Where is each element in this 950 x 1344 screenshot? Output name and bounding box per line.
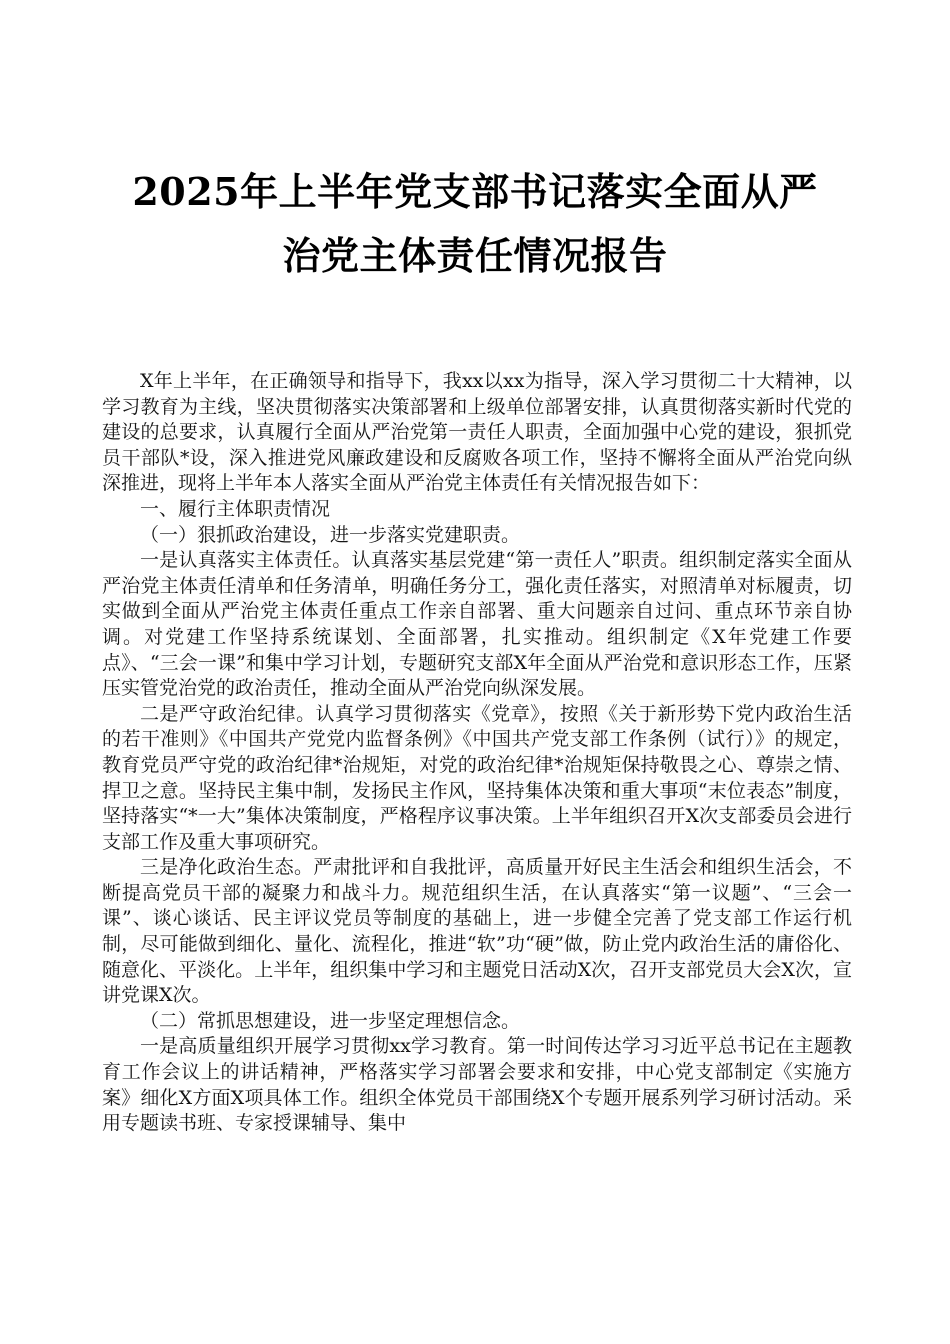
- document-title: [100, 160, 850, 288]
- paragraph-1-1: 一是认真落实主体责任。认真落实基层党建“第一责任人”职责。组织制定落实全面从严治党主体责任清单和任务清单，明确任务分工，强化责任落实，对照清单对标履责，切实做到全面从严治党主体责任重点工作亲自部署、重大问题亲自过问、重点环节亲自协调。对党建工作坚持系统谋划、全面部署，扎实推动。组织制定《X年党建工作要点》、“三会一课”和集中学习计划，专题研究支部X年全面从严治党和意识形态工作，压紧压实管党治党的政治责任，推动全面从严治党向纵深发展。: [102, 549, 852, 700]
- title-line-2: 治党主体责任情况报告: [282, 233, 668, 278]
- paragraph-2-1: 一是高质量组织开展学习贯彻xx学习教育。第一时间传达学习习近平总书记在主题教育工作会议上的讲话精神，严格落实学习部署会要求和安排，中心党支部制定《实施方案》细化X方面X项具体工作。组织全体党员干部围绕X个专题开展系列学习研讨活动。采用专题读书班、专家授课辅导、集中: [102, 1035, 852, 1135]
- paragraph-1-3: 三是净化政治生态。严肃批评和自我批评，高质量开好民主生活会和组织生活会，不断提高党员干部的凝聚力和战斗力。规范组织生活，在认真落实“第一议题”、“三会一课”、谈心谈话、民主评议党员等制度的基础上，进一步健全完善了党支部工作运行机制，尽可能做到细化、量化、流程化，推进“软”功“硬”做，防止党内政治生活的庸俗化、随意化、平淡化。上半年，组织集中学习和主题党日活动X次，召开支部党员大会X次，宣讲党课X次。: [102, 856, 852, 1007]
- subsection-heading-2: （二）常抓思想建设，进一步坚定理想信念。: [140, 1009, 521, 1032]
- document-body: [102, 369, 852, 1137]
- paragraph-1-2: 二是严守政治纪律。认真学习贯彻落实《党章》，按照《关于新形势下党内政治生活的若干准则》《中国共产党党内监督条例》《中国共产党支部工作条例（试行）》的规定，教育党员严守党的政治纪律*治规矩，对党的政治纪律*治规矩保持敬畏之心、尊崇之情、捍卫之意。坚持民主集中制，发扬民主作风，坚持集体决策和重大事项“末位表态”制度，坚持落实“*一大”集体决策制度，严格程序议事决策。上半年组织召开X次支部委员会进行支部工作及重大事项研究。: [102, 702, 852, 853]
- title-line-1: 2025年上半年党支部书记落实全面从严: [132, 169, 818, 214]
- section-heading-1: 一、履行主体职责情况: [140, 497, 331, 520]
- subsection-heading-1: （一）狠抓政治建设，进一步落实党建职责。: [140, 523, 521, 546]
- paragraph-intro: X年上半年，在正确领导和指导下，我xx以xx为指导，深入学习贯彻二十大精神，以学习教育为主线，坚决贯彻落实决策部署和上级单位部署安排，认真贯彻落实新时代党的建设的总要求，认真履行全面从严治党第一责任人职责，全面加强中心党的建设，狠抓党员干部队*设，深入推进党风廉政建设和反腐败各项工作，坚持不懈将全面从严治党向纵深推进，现将上半年本人落实全面从严治党主体责任有关情况报告如下：: [102, 370, 852, 495]
